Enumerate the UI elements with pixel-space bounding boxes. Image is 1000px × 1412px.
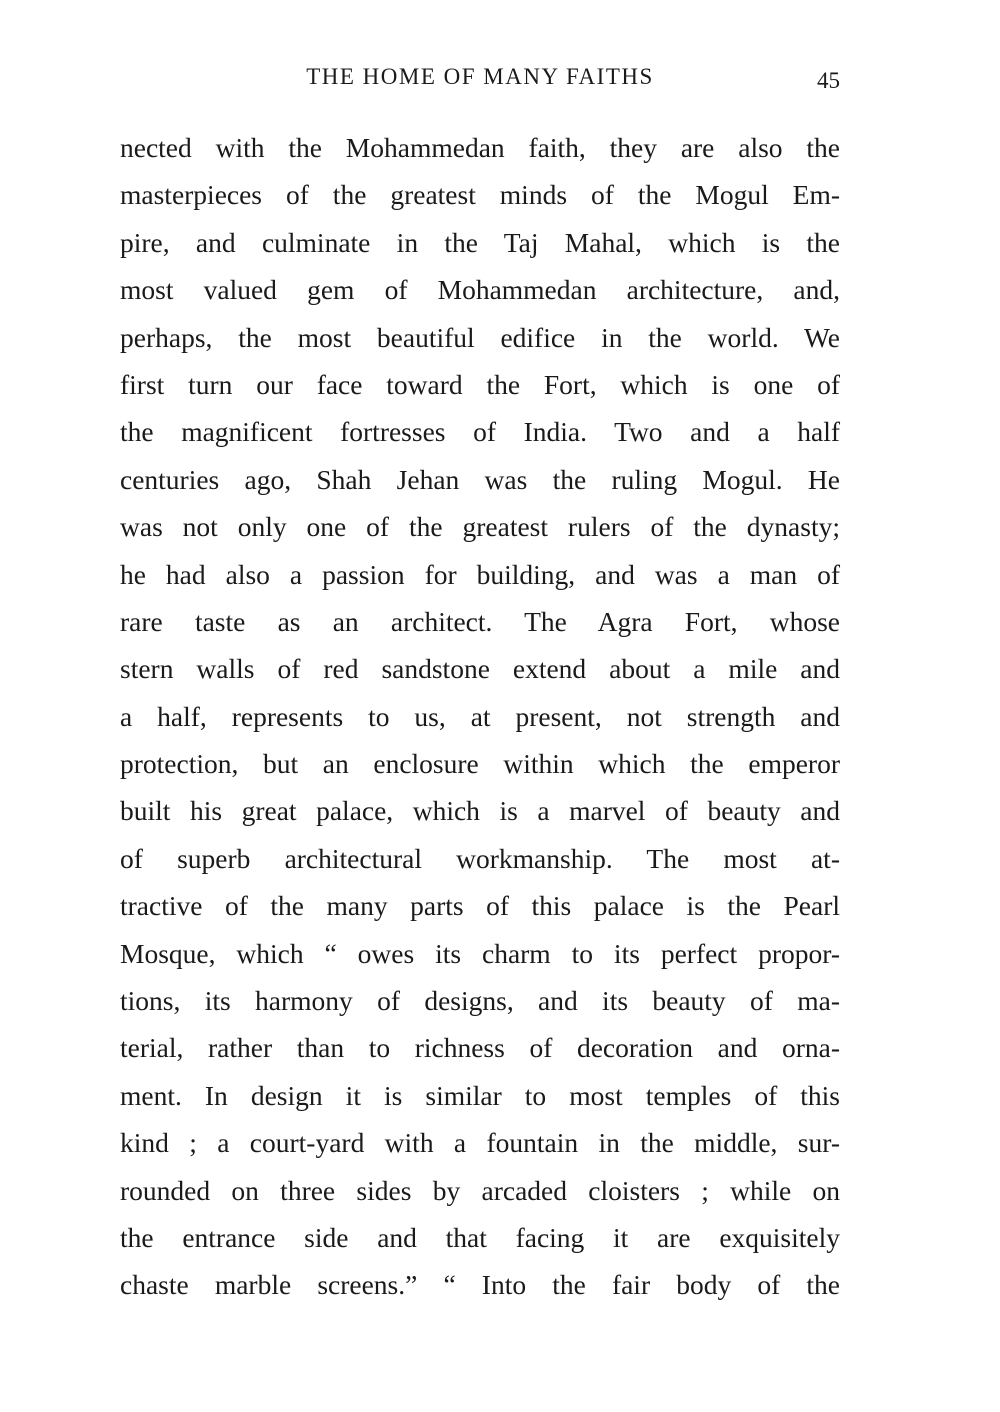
text-line: perhaps, the most beautiful edifice in the world. We: [120, 321, 840, 353]
text-line: rounded on three sides by arcaded cloisters ; while on: [120, 1174, 840, 1206]
text-line: first turn our face toward the Fort, which is one of: [120, 368, 840, 400]
text-line: nected with the Mohammedan faith, they are also the: [120, 132, 840, 163]
text-line: of superb architectural workmanship. The most at-: [120, 842, 840, 874]
text-line: a half, represents to us, at present, not strength and: [120, 700, 840, 732]
text-line: stern walls of red sandstone extend about a mile and: [120, 653, 840, 685]
text-line: protection, but an enclosure within which the emperor: [120, 748, 840, 780]
text-line: the magnificent fortresses of India. Two and a half: [120, 416, 840, 448]
text-line: masterpieces of the greatest minds of the Mogul Em-: [120, 179, 840, 211]
page-number: 45: [817, 68, 840, 93]
text-line: the entrance side and that facing it are exquisitely: [120, 1221, 840, 1253]
text-line: built his great palace, which is a marvel of beauty and: [120, 795, 840, 827]
text-line: was not only one of the greatest rulers of the dynasty;: [120, 511, 840, 543]
body-text: [120, 124, 840, 1309]
running-head: [120, 64, 840, 94]
text-line: most valued gem of Mohammedan architecture, and,: [120, 274, 840, 306]
text-line: he had also a passion for building, and was a man of: [120, 558, 840, 590]
text-line: kind ; a court-yard with a fountain in the middle, sur-: [120, 1127, 840, 1159]
text-line: terial, rather than to richness of decoration and orna-: [120, 1032, 840, 1064]
text-line: centuries ago, Shah Jehan was the ruling Mogul. He: [120, 463, 840, 495]
text-line: pire, and culminate in the Taj Mahal, which is the: [120, 226, 840, 258]
text-line: tractive of the many parts of this palace is the Pearl: [120, 890, 840, 922]
text-line: tions, its harmony of designs, and its beauty of ma-: [120, 985, 840, 1017]
text-line: chaste marble screens.” “ Into the fair body of the: [120, 1269, 840, 1301]
text-line: Mosque, which “ owes its charm to its perfect propor-: [120, 937, 840, 969]
text-line: ment. In design it is similar to most temples of this: [120, 1079, 840, 1111]
text-line: rare taste as an architect. The Agra Fort, whose: [120, 605, 840, 637]
running-title: THE HOME OF MANY FAITHS: [306, 64, 654, 89]
